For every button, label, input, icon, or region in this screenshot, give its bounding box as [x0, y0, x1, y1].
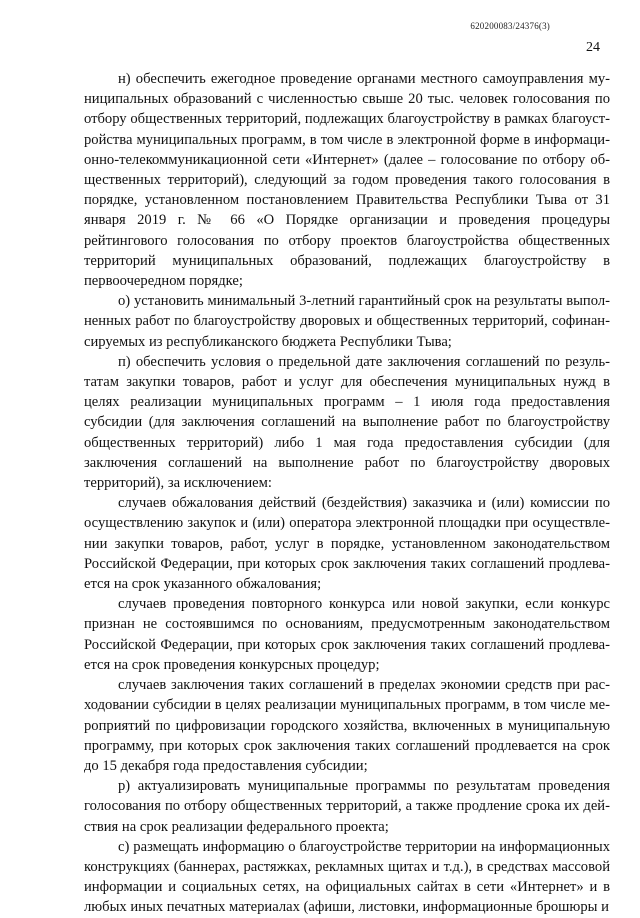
paragraph-n: н) обеспечить ежегодное проведение органами местного самоуправления муниципальных образований с численностью свыше 20 тыс. человек голосования по отбору общественных территорий, подлежащих благоустройству в рамках благоустройства муниципальных программ, в том числе в электронной форме в информационно-телекоммуникационной сети «Интернет» (далее – голосование по отбору общественных территорий), следующий за годом проведения такого голосования в порядке, установленном постановлением Правительства Республики Тыва от 31 января 2019 г. № 66 «О Порядке организации и проведения процедуры рейтингового голосования по отбору проектов благоустройства общественных территорий муниципальных образований, подлежащих благоустройству в первоочередном порядке;	[84, 71, 610, 290]
paragraph-r: р) актуализировать муниципальные программы по результатам проведения голосования по отбору общественных территорий, а также продление срока их действия на срок реализации федерального проекта;	[84, 778, 610, 835]
paragraph-exception-repeat-tender: случаев проведения повторного конкурса или новой закупки, если конкурс признан не состоявшимся по основаниям, предусмотренным законодательством Российской Федерации, при которых срок заключения таких соглашений продлевается на срок проведения конкурсных процедур;	[84, 596, 610, 673]
paragraph-exception-appeal: случаев обжалования действий (бездействия) заказчика и (или) комиссии по осуществлению закупок и (или) оператора электронной площадки при осуществлении закупки товаров, работ, услуг в порядке, установленном законодательством Российской Федерации, при которых срок заключения таких соглашений продлевается на срок указанного обжалования;	[84, 495, 610, 593]
paragraph-s: с) размещать информацию о благоустройстве территории на информационных конструкциях (баннерах, растяжках, рекламных щитах и т.д.), в средствах массовой информации и социальных сетях, на официальных сайтах в сети «Интернет» и в любых иных печатных материалах (афиши, листовки, информационные брошюры и	[84, 838, 610, 916]
paragraph-p: п) обеспечить условия о предельной дате заключения соглашений по результатам закупки товаров, работ и услуг для обеспечения муниципальных нужд в целях реализации муниципальных программ – 1 июля года предоставления субсидии (для заключения соглашений на выполнение работ по благоустройству общественных территорий) либо 1 мая года предоставления субсидии (для заключения соглашений на выполнение работ по благоустройству дворовых территорий), за исключением:	[84, 353, 610, 492]
paragraph-exception-savings: случаев заключения таких соглашений в пределах экономии средств при расходовании субсидии в целях реализации муниципальных программ, в том числе мероприятий по цифровизации городского хозяйства, включенных в муниципальную программу, при которых срок заключения таких соглашений продлевается на срок до 15 декабря года предоставления субсидии;	[84, 677, 610, 774]
document-code: 620200083/24376(3)	[470, 21, 550, 31]
document-body	[84, 69, 610, 918]
paragraph-o: о) установить минимальный 3-летний гарантийный срок на результаты выполненных работ по благоустройству дворовых и общественных территорий, софинансируемых из республиканского бюджета Республики Тыва;	[84, 293, 610, 350]
page-number: 24	[586, 40, 600, 55]
